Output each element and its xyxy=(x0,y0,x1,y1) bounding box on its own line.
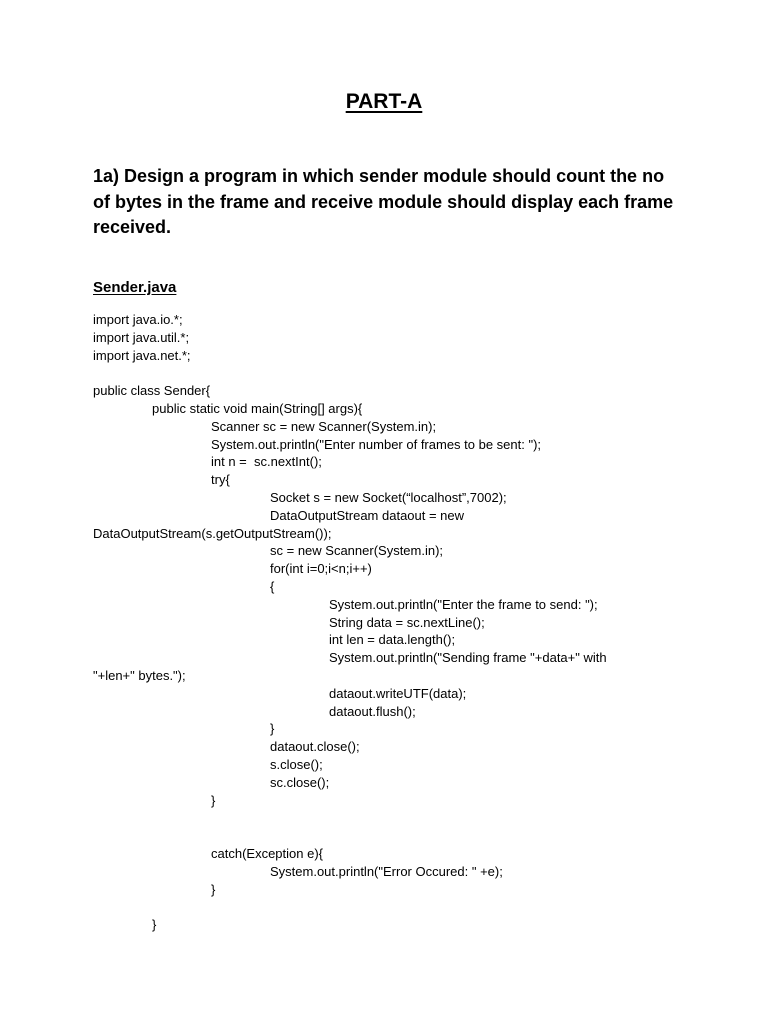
code-line: } xyxy=(211,881,216,897)
code-line: DataOutputStream dataout = new xyxy=(270,507,465,523)
code-line: } xyxy=(270,721,275,737)
code-line: public static void main(String[] args){ xyxy=(152,400,363,416)
question-line: 1a) Design a program in which sender module should count the no xyxy=(93,166,665,186)
code-line: String data = sc.nextLine(); xyxy=(329,614,485,630)
code-line: dataout.flush(); xyxy=(329,703,416,719)
code-line: import java.util.*; xyxy=(93,329,190,345)
code-line: catch(Exception e){ xyxy=(211,845,324,861)
question-line: received. xyxy=(93,217,172,237)
code-line: dataout.writeUTF(data); xyxy=(329,685,467,701)
question-text xyxy=(93,164,693,241)
code-line: import java.io.*; xyxy=(93,312,183,327)
code-line: System.out.println("Enter number of frames to be sent: "); xyxy=(211,436,542,452)
code-line: } xyxy=(211,792,216,808)
code-line: Scanner sc = new Scanner(System.in); xyxy=(211,418,437,434)
code-line: sc = new Scanner(System.in); xyxy=(270,543,444,559)
code-line: "+len+" bytes."); xyxy=(93,667,186,683)
code-listing xyxy=(93,311,733,934)
code-line: public class Sender{ xyxy=(93,383,211,399)
code-line: try{ xyxy=(211,472,230,488)
code-line: System.out.println("Enter the frame to send: "); xyxy=(329,596,598,612)
code-line xyxy=(93,898,733,916)
code-line: s.close(); xyxy=(270,756,323,772)
file-title: Sender.java xyxy=(93,279,177,296)
code-line: System.out.println("Sending frame "+data+" with xyxy=(329,650,607,666)
code-line: Socket s = new Socket(“localhost”,7002); xyxy=(270,489,507,505)
code-line xyxy=(93,827,733,845)
code-line: int len = data.length(); xyxy=(329,632,456,648)
question-line: of bytes in the frame and receive module should display each frame xyxy=(93,191,674,212)
code-line: DataOutputStream(s.getOutputStream()); xyxy=(93,525,332,541)
code-line: } xyxy=(152,917,157,933)
code-line: import java.net.*; xyxy=(93,347,191,363)
part-title: PART-A xyxy=(345,90,423,113)
code-line: dataout.close(); xyxy=(270,739,360,755)
code-line: int n = sc.nextInt(); xyxy=(211,454,322,470)
code-line xyxy=(93,809,733,827)
code-line: for(int i=0;i<n;i++) xyxy=(270,561,372,577)
code-line: sc.close(); xyxy=(270,774,330,790)
code-line xyxy=(93,364,733,382)
code-line: System.out.println("Error Occured: " +e); xyxy=(270,863,503,879)
code-line: { xyxy=(270,578,275,594)
